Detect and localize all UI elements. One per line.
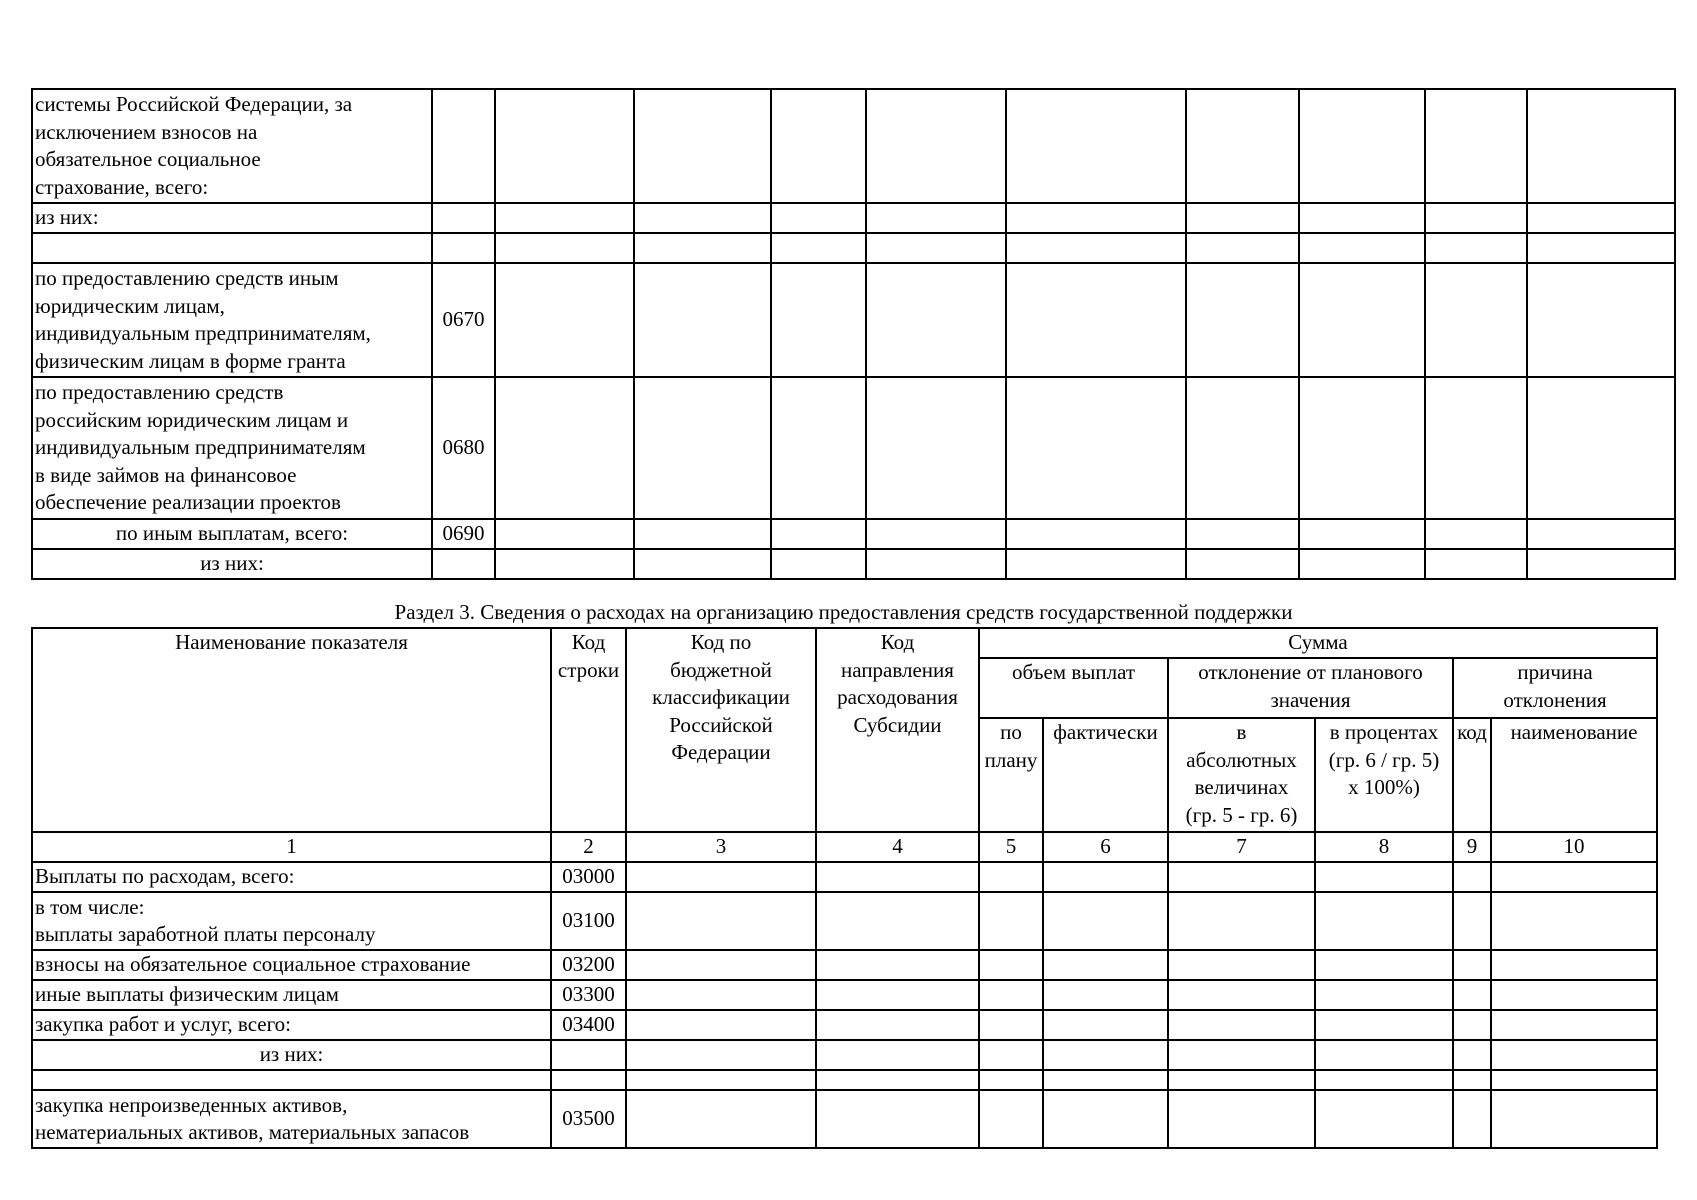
row-code-cell — [432, 549, 495, 579]
value-cell[interactable] — [1315, 1010, 1453, 1040]
column-number: 10 — [1491, 832, 1657, 862]
row-name-cell[interactable] — [32, 233, 432, 263]
value-cell[interactable] — [1491, 1010, 1657, 1040]
value-cell[interactable] — [495, 519, 634, 549]
value-cell[interactable] — [1299, 233, 1425, 263]
column-number-row — [32, 832, 1657, 862]
value-cell[interactable] — [634, 233, 771, 263]
value-cell[interactable] — [1168, 1040, 1315, 1070]
row-code-cell — [551, 1040, 626, 1070]
value-cell[interactable] — [1315, 1070, 1453, 1090]
row-code-cell: 03000 — [551, 862, 626, 892]
row-name-cell: по предоставлению средств российским юридическим лицам и индивидуальным предпринимателям в виде займов на финансовое обеспечение реализации проектов — [32, 377, 432, 519]
row-name-cell: закупка непроизведенных активов, нематериальных активов, материальных запасов — [32, 1090, 551, 1148]
value-cell[interactable] — [1186, 203, 1299, 233]
header-name: Наименование показателя — [32, 628, 551, 832]
table-row — [32, 1040, 1657, 1070]
value-cell[interactable] — [1043, 950, 1168, 980]
value-cell[interactable] — [1299, 549, 1425, 579]
value-cell[interactable] — [1527, 203, 1675, 233]
row-name-cell: из них: — [32, 549, 432, 579]
value-cell[interactable] — [634, 519, 771, 549]
value-cell[interactable] — [1453, 980, 1491, 1010]
value-cell[interactable] — [1043, 1040, 1168, 1070]
row-name-cell: иные выплаты физическим лицам — [32, 980, 551, 1010]
value-cell[interactable] — [1299, 89, 1425, 203]
row-code-cell: 0680 — [432, 377, 495, 519]
header-sum: Сумма — [979, 628, 1657, 658]
value-cell[interactable] — [1425, 549, 1527, 579]
value-cell[interactable] — [1315, 862, 1453, 892]
value-cell[interactable] — [1315, 980, 1453, 1010]
value-cell[interactable] — [1043, 892, 1168, 950]
value-cell[interactable] — [1186, 377, 1299, 519]
row-name-cell: из них: — [32, 203, 432, 233]
value-cell[interactable] — [1425, 233, 1527, 263]
value-cell[interactable] — [1168, 980, 1315, 1010]
value-cell[interactable] — [1315, 1090, 1453, 1148]
value-cell[interactable] — [626, 1040, 816, 1070]
value-cell[interactable] — [495, 377, 634, 519]
table-row — [32, 1010, 1657, 1040]
column-number: 8 — [1315, 832, 1453, 862]
value-cell[interactable] — [816, 1010, 979, 1040]
value-cell[interactable] — [816, 980, 979, 1010]
row-code-cell: 03400 — [551, 1010, 626, 1040]
column-number: 6 — [1043, 832, 1168, 862]
value-cell[interactable] — [771, 519, 866, 549]
value-cell[interactable] — [1425, 377, 1527, 519]
value-cell[interactable] — [816, 950, 979, 980]
value-cell[interactable] — [634, 263, 771, 377]
value-cell[interactable] — [1491, 950, 1657, 980]
value-cell[interactable] — [979, 1070, 1043, 1090]
row-name-cell: из них: — [32, 1040, 551, 1070]
value-cell[interactable] — [1006, 203, 1186, 233]
value-cell[interactable] — [626, 862, 816, 892]
header-row — [32, 628, 1657, 658]
row-name-cell: системы Российской Федерации, за исключением взносов на обязательное социальное страхование, всего: — [32, 89, 432, 203]
row-name-cell: по предоставлению средств иным юридическим лицам, индивидуальным предпринимателям, физическим лицам в форме гранта — [32, 263, 432, 377]
value-cell[interactable] — [634, 377, 771, 519]
value-cell[interactable] — [1299, 263, 1425, 377]
value-cell[interactable] — [1043, 980, 1168, 1010]
table-row — [32, 377, 1675, 519]
value-cell[interactable] — [1043, 1070, 1168, 1090]
value-cell[interactable] — [816, 1090, 979, 1148]
value-cell[interactable] — [866, 89, 1006, 203]
column-number: 9 — [1453, 832, 1491, 862]
row-code-cell: 03100 — [551, 892, 626, 950]
table-row — [32, 1070, 1657, 1090]
row-name-cell: закупка работ и услуг, всего: — [32, 1010, 551, 1040]
column-number: 1 — [32, 832, 551, 862]
value-cell[interactable] — [1299, 203, 1425, 233]
value-cell[interactable] — [1006, 377, 1186, 519]
value-cell[interactable] — [771, 549, 866, 579]
value-cell[interactable] — [1043, 1010, 1168, 1040]
column-number: 5 — [979, 832, 1043, 862]
value-cell[interactable] — [866, 203, 1006, 233]
value-cell[interactable] — [866, 549, 1006, 579]
value-cell[interactable] — [979, 980, 1043, 1010]
value-cell[interactable] — [1453, 1010, 1491, 1040]
value-cell[interactable] — [1453, 892, 1491, 950]
value-cell[interactable] — [866, 519, 1006, 549]
table-row — [32, 950, 1657, 980]
value-cell[interactable] — [866, 377, 1006, 519]
value-cell[interactable] — [626, 980, 816, 1010]
value-cell[interactable] — [816, 892, 979, 950]
table-row — [32, 203, 1675, 233]
row-code-cell: 0670 — [432, 263, 495, 377]
value-cell[interactable] — [1299, 377, 1425, 519]
value-cell[interactable] — [866, 263, 1006, 377]
table-row — [32, 1090, 1657, 1148]
value-cell[interactable] — [1491, 1040, 1657, 1070]
header-by-plan: по плану — [979, 718, 1043, 832]
value-cell[interactable] — [979, 892, 1043, 950]
value-cell[interactable] — [1186, 233, 1299, 263]
value-cell[interactable] — [1453, 950, 1491, 980]
value-cell[interactable] — [1043, 862, 1168, 892]
column-number: 4 — [816, 832, 979, 862]
header-reason-name: наименование — [1491, 718, 1657, 832]
header-deviation: отклонение от планового значения — [1168, 658, 1453, 718]
value-cell[interactable] — [771, 377, 866, 519]
row-code-cell[interactable] — [432, 233, 495, 263]
table-row — [32, 263, 1675, 377]
value-cell[interactable] — [1186, 89, 1299, 203]
value-cell[interactable] — [1043, 1090, 1168, 1148]
section-title: Раздел 3. Сведения о расходах на организацию предоставления средств государственной поддержки — [394, 600, 1293, 624]
value-cell[interactable] — [1186, 549, 1299, 579]
value-cell[interactable] — [979, 1010, 1043, 1040]
value-cell[interactable] — [634, 203, 771, 233]
value-cell[interactable] — [626, 1090, 816, 1148]
value-cell[interactable] — [626, 950, 816, 980]
row-code-cell[interactable] — [551, 1070, 626, 1090]
table-row — [32, 892, 1657, 950]
value-cell[interactable] — [495, 263, 634, 377]
table-row — [32, 233, 1675, 263]
value-cell[interactable] — [816, 1040, 979, 1070]
header-reason-code: код — [1453, 718, 1491, 832]
value-cell[interactable] — [1527, 233, 1675, 263]
value-cell[interactable] — [771, 263, 866, 377]
value-cell[interactable] — [979, 862, 1043, 892]
header-absolute: в абсолютных величинах (гр. 5 - гр. 6) — [1168, 718, 1315, 832]
table-row — [32, 519, 1675, 549]
value-cell[interactable] — [1491, 892, 1657, 950]
value-cell[interactable] — [495, 203, 634, 233]
header-percent: в процентах (гр. 6 / гр. 5) х 100%) — [1315, 718, 1453, 832]
row-code-cell: 03300 — [551, 980, 626, 1010]
value-cell[interactable] — [1453, 1090, 1491, 1148]
header-direction-code: Код направления расходования Субсидии — [816, 628, 979, 832]
value-cell[interactable] — [626, 892, 816, 950]
value-cell[interactable] — [1491, 1090, 1657, 1148]
column-number: 2 — [551, 832, 626, 862]
value-cell[interactable] — [1491, 1070, 1657, 1090]
table-row — [32, 862, 1657, 892]
value-cell[interactable] — [1168, 1010, 1315, 1040]
value-cell[interactable] — [495, 233, 634, 263]
value-cell[interactable] — [1168, 862, 1315, 892]
table-row — [32, 89, 1675, 203]
value-cell[interactable] — [1527, 89, 1675, 203]
value-cell[interactable] — [1315, 892, 1453, 950]
value-cell[interactable] — [979, 1090, 1043, 1148]
header-payments-volume: объем выплат — [979, 658, 1168, 718]
value-cell[interactable] — [1006, 89, 1186, 203]
value-cell[interactable] — [1425, 203, 1527, 233]
value-cell[interactable] — [626, 1070, 816, 1090]
value-cell[interactable] — [1168, 1090, 1315, 1148]
value-cell[interactable] — [1527, 519, 1675, 549]
value-cell[interactable] — [1425, 519, 1527, 549]
header-budget-code: Код по бюджетной классификации Российской Федерации — [626, 628, 816, 832]
value-cell[interactable] — [979, 950, 1043, 980]
value-cell[interactable] — [771, 89, 866, 203]
value-cell[interactable] — [634, 89, 771, 203]
value-cell[interactable] — [1315, 1040, 1453, 1070]
value-cell[interactable] — [1453, 862, 1491, 892]
value-cell[interactable] — [1425, 89, 1527, 203]
value-cell[interactable] — [626, 1010, 816, 1040]
value-cell[interactable] — [1186, 263, 1299, 377]
value-cell[interactable] — [1453, 1040, 1491, 1070]
row-code-cell: 0690 — [432, 519, 495, 549]
row-code-cell — [432, 89, 495, 203]
row-code-cell: 03200 — [551, 950, 626, 980]
column-number: 7 — [1168, 832, 1315, 862]
row-name-cell: Выплаты по расходам, всего: — [32, 862, 551, 892]
row-name-cell: в том числе: выплаты заработной платы персоналу — [32, 892, 551, 950]
value-cell[interactable] — [1006, 263, 1186, 377]
value-cell[interactable] — [979, 1040, 1043, 1070]
column-number: 3 — [626, 832, 816, 862]
value-cell[interactable] — [816, 862, 979, 892]
value-cell[interactable] — [1527, 263, 1675, 377]
value-cell[interactable] — [1168, 950, 1315, 980]
table-row — [32, 549, 1675, 579]
value-cell[interactable] — [771, 203, 866, 233]
continuation-table — [31, 88, 1676, 580]
value-cell[interactable] — [1527, 549, 1675, 579]
value-cell[interactable] — [1006, 549, 1186, 579]
header-reason: причина отклонения — [1453, 658, 1657, 718]
value-cell[interactable] — [1425, 263, 1527, 377]
row-code-cell: 03500 — [551, 1090, 626, 1148]
section3-table — [31, 627, 1658, 1149]
value-cell[interactable] — [1168, 892, 1315, 950]
value-cell[interactable] — [1315, 950, 1453, 980]
value-cell[interactable] — [1186, 519, 1299, 549]
row-name-cell[interactable] — [32, 1070, 551, 1090]
value-cell[interactable] — [816, 1070, 979, 1090]
value-cell[interactable] — [634, 549, 771, 579]
value-cell[interactable] — [1491, 862, 1657, 892]
header-actual: фактически — [1043, 718, 1168, 832]
value-cell[interactable] — [771, 233, 866, 263]
value-cell[interactable] — [1299, 519, 1425, 549]
value-cell[interactable] — [1006, 519, 1186, 549]
row-code-cell — [432, 203, 495, 233]
value-cell[interactable] — [1168, 1070, 1315, 1090]
value-cell[interactable] — [1527, 377, 1675, 519]
value-cell[interactable] — [495, 549, 634, 579]
value-cell[interactable] — [866, 233, 1006, 263]
value-cell[interactable] — [495, 89, 634, 203]
value-cell[interactable] — [1006, 233, 1186, 263]
header-code: Код строки — [551, 628, 626, 832]
table-row — [32, 980, 1657, 1010]
row-name-cell: взносы на обязательное социальное страхование — [32, 950, 551, 980]
value-cell[interactable] — [1453, 1070, 1491, 1090]
row-name-cell: по иным выплатам, всего: — [32, 519, 432, 549]
value-cell[interactable] — [1491, 980, 1657, 1010]
